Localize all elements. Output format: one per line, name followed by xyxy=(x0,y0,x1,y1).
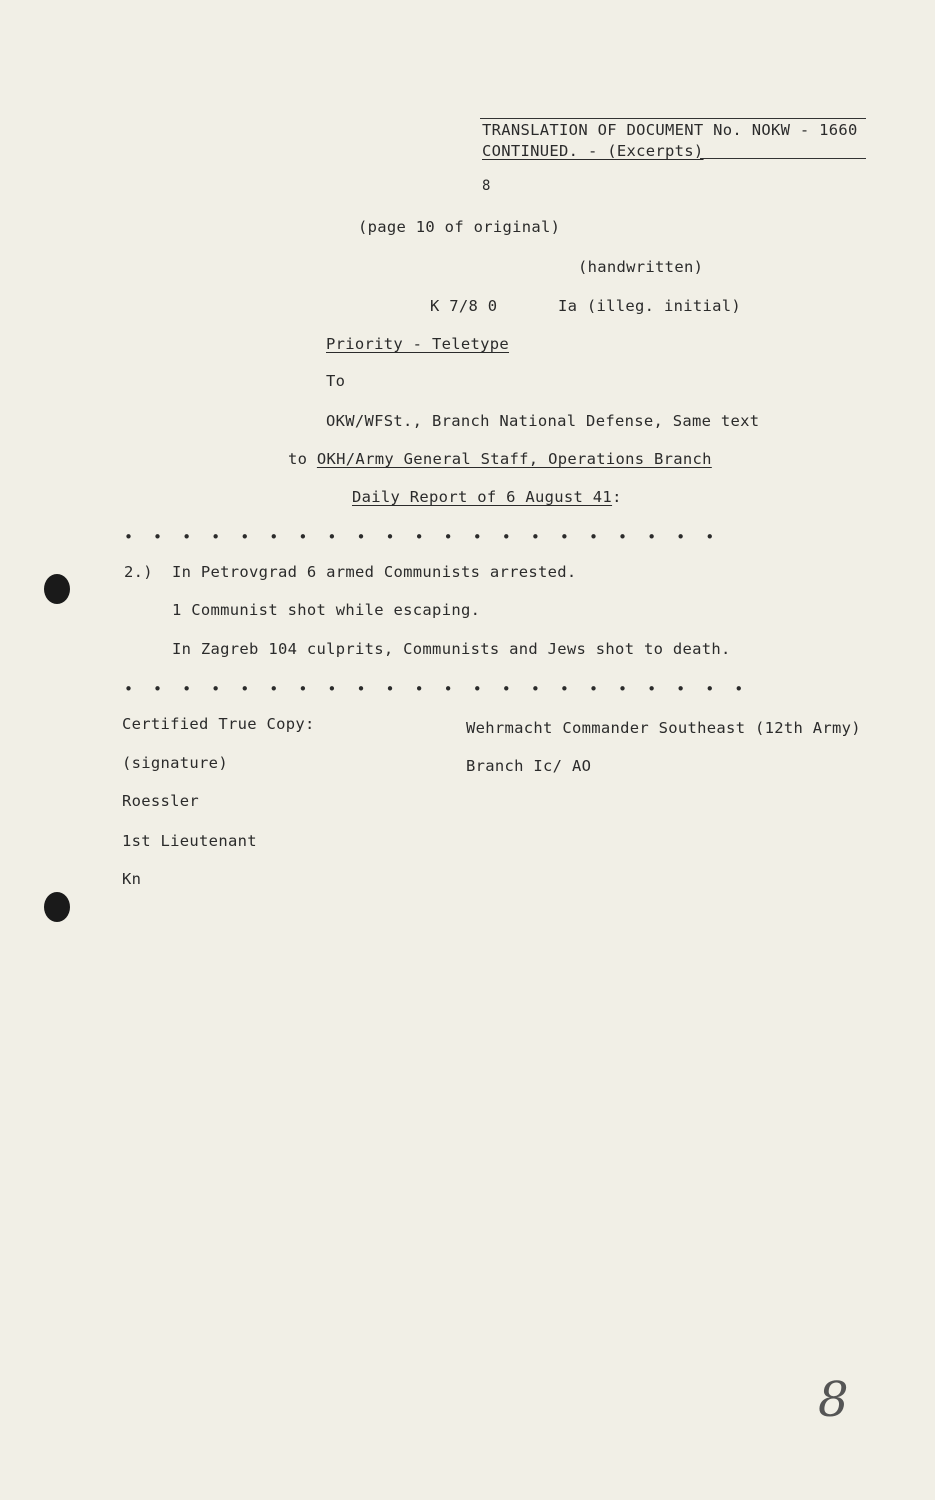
recipient-line-2 xyxy=(288,450,712,468)
item-number: 2.) xyxy=(124,563,153,581)
page-reference: (page 10 of original) xyxy=(358,218,561,236)
document-title: TRANSLATION OF DOCUMENT No. NOKW - 1660 xyxy=(482,121,858,139)
punch-hole-top xyxy=(44,574,70,604)
handwritten-page-mark: 8 xyxy=(818,1372,849,1428)
header-bottom-rule xyxy=(700,158,866,159)
to-label: To xyxy=(326,372,346,390)
initial-note: Ia (illeg. initial) xyxy=(558,297,742,315)
priority-line: Priority - Teletype xyxy=(326,335,510,353)
commander-line: Wehrmacht Commander Southeast (12th Army) xyxy=(466,719,861,737)
report-title-text: Daily Report of 6 August 41 xyxy=(352,488,613,506)
report-title xyxy=(352,488,622,506)
typist-initials: Kn xyxy=(122,870,142,888)
page-marker: 8 xyxy=(482,178,491,194)
recipient-line: OKW/WFSt., Branch National Defense, Same text xyxy=(326,412,760,430)
branch-line: Branch Ic/ AO xyxy=(466,757,592,775)
file-reference: K 7/8 0 xyxy=(430,297,498,315)
signature-label: (signature) xyxy=(122,754,228,772)
certified-copy-label: Certified True Copy: xyxy=(122,715,315,733)
recipient-prefix: to xyxy=(288,450,317,468)
punch-hole-bottom xyxy=(44,892,70,922)
report-title-suffix: : xyxy=(612,488,622,506)
item-line-2: 1 Communist shot while escaping. xyxy=(172,601,481,619)
item-line-3: In Zagreb 104 culprits, Communists and Jews shot to death. xyxy=(172,640,731,658)
handwritten-label: (handwritten) xyxy=(578,258,704,276)
signer-rank: 1st Lieutenant xyxy=(122,832,257,850)
signer-name: Roessler xyxy=(122,792,200,810)
header-top-rule xyxy=(480,118,866,119)
continued-line: CONTINUED. - (Excerpts) xyxy=(482,142,704,160)
separator-dots-bottom: • • • • • • • • • • • • • • • • • • • • • • xyxy=(124,680,749,698)
recipient-underlined: OKH/Army General Staff, Operations Branch xyxy=(316,450,712,468)
item-line-1: In Petrovgrad 6 armed Communists arrested. xyxy=(172,563,577,581)
separator-dots-top: • • • • • • • • • • • • • • • • • • • • • xyxy=(124,528,720,546)
